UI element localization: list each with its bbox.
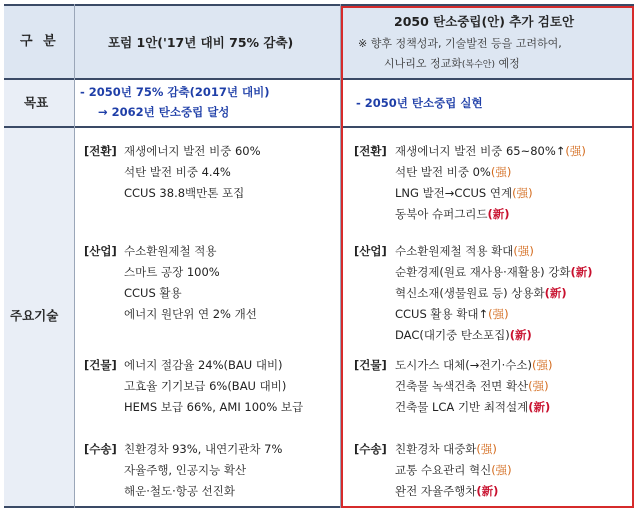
strong-tag: (强) — [476, 442, 497, 456]
forum-item: 자율주행, 인공지능 확산 — [124, 463, 247, 477]
header-forum: 포럼 1안('17년 대비 75% 감축) — [108, 35, 294, 50]
forum-item: 재생에너지 발전 비중 60% — [124, 144, 261, 158]
label-column-divider — [74, 4, 75, 508]
proposal-item — [395, 307, 509, 322]
goal-forum-line-1: - 2050년 75% 감축(2017년 대비) — [80, 85, 270, 99]
goal-proposal-line-1: - 2050년 탄소중립 실현 — [356, 96, 483, 110]
proposal-category: [건물] — [354, 358, 387, 372]
proposal-item-text: 건축물 녹색건축 전면 확산 — [395, 379, 529, 393]
new-tag: (新) — [570, 265, 593, 279]
new-tag: (新) — [487, 207, 510, 221]
proposal-item — [395, 328, 532, 343]
proposal-item-text: 도시가스 대체(→전기·수소) — [395, 358, 533, 372]
proposal-item-text: LNG 발전→CCUS 연계 — [395, 186, 513, 200]
proposal-item — [395, 286, 567, 301]
strong-tag: (强) — [513, 244, 534, 258]
proposal-item — [395, 265, 592, 280]
note-multiple: (복수안) — [461, 60, 495, 70]
new-tag: (新) — [509, 328, 532, 342]
header-proposal-note-1: ※ 향후 정책성과, 기술발전 등을 고려하여, — [358, 37, 562, 50]
forum-item: 해운·철도·항공 선진화 — [124, 484, 235, 498]
proposal-item-text: 석탄 발전 비중 0% — [395, 165, 491, 179]
forum-item: HEMS 보급 66%, AMI 100% 보급 — [124, 400, 304, 414]
proposal-item — [395, 186, 533, 201]
strong-tag: (强) — [490, 165, 512, 179]
header-proposal-title: 2050 탄소중립(안) 추가 검토안 — [394, 14, 575, 29]
proposal-category: [수송] — [354, 442, 387, 456]
forum-category: [전환] — [84, 144, 117, 158]
forum-item: 스마트 공장 100% — [124, 265, 220, 279]
strong-tag: (强) — [512, 186, 533, 200]
proposal-item — [395, 400, 550, 415]
proposal-item-text: DAC(대기중 탄소포집) — [395, 328, 510, 342]
forum-item: 친환경차 93%, 내연기관차 7% — [124, 442, 283, 456]
comparison-table — [4, 4, 634, 508]
new-tag: (新) — [476, 484, 499, 498]
proposal-item — [395, 484, 498, 499]
forum-item: 수소환원제철 적용 — [124, 244, 217, 258]
strong-tag: (强) — [488, 307, 509, 321]
forum-item: 에너지 원단위 연 2% 개선 — [124, 307, 257, 321]
forum-category: [수송] — [84, 442, 117, 456]
forum-category: [건물] — [84, 358, 117, 372]
forum-item: 에너지 절감율 24%(BAU 대비) — [124, 358, 283, 372]
proposal-item — [395, 442, 497, 457]
header-category: 구 분 — [20, 34, 59, 49]
strong-tag: (强) — [532, 358, 553, 372]
goal-label: 목표 — [24, 95, 49, 110]
proposal-item — [395, 165, 511, 180]
proposal-item-text: 혁신소재(생물원료 등) 상용화 — [395, 286, 545, 300]
proposal-item-text: CCUS 활용 확대↑ — [395, 307, 489, 321]
strong-tag: (强) — [528, 379, 549, 393]
tech-label: 주요기술 — [10, 308, 59, 323]
proposal-item-text: 순환경제(원료 재사용·재활용) 강화 — [395, 265, 571, 279]
new-tag: (新) — [544, 286, 567, 300]
strong-tag: (强) — [491, 463, 512, 477]
forum-item: 고효율 기기보급 6%(BAU 대비) — [124, 379, 287, 393]
forum-category: [산업] — [84, 244, 117, 258]
proposal-item-text: 건축물 LCA 기반 최적설계 — [395, 400, 529, 414]
note-planned: 예정 — [495, 57, 520, 70]
proposal-category: [전환] — [354, 144, 387, 158]
proposal-item-text: 완전 자율주행차 — [395, 484, 477, 498]
forum-item: CCUS 38.8백만톤 포집 — [124, 186, 245, 200]
note-scenario: 시나리오 정교화 — [384, 57, 462, 70]
strong-tag: (强) — [565, 144, 586, 158]
proposal-item — [395, 144, 586, 159]
forum-item: CCUS 활용 — [124, 286, 182, 300]
proposal-category: [산업] — [354, 244, 387, 258]
proposal-item — [395, 379, 549, 394]
proposal-item — [395, 207, 510, 222]
proposal-item — [395, 463, 512, 478]
proposal-item-text: 친환경차 대중화 — [395, 442, 477, 456]
proposal-item — [395, 358, 553, 373]
header-proposal-note-2 — [384, 56, 520, 73]
proposal-item-text: 교통 수요관리 혁신 — [395, 463, 492, 477]
proposal-item-text: 재생에너지 발전 비중 65~80%↑ — [395, 144, 566, 158]
proposal-item-text: 동북아 슈퍼그리드 — [395, 207, 488, 221]
forum-item: 석탄 발전 비중 4.4% — [124, 165, 231, 179]
goal-forum-line-2: → 2062년 탄소중립 달성 — [98, 105, 230, 119]
proposal-item-text: 수소환원제철 적용 확대 — [395, 244, 514, 258]
new-tag: (新) — [528, 400, 551, 414]
proposal-item — [395, 244, 534, 259]
